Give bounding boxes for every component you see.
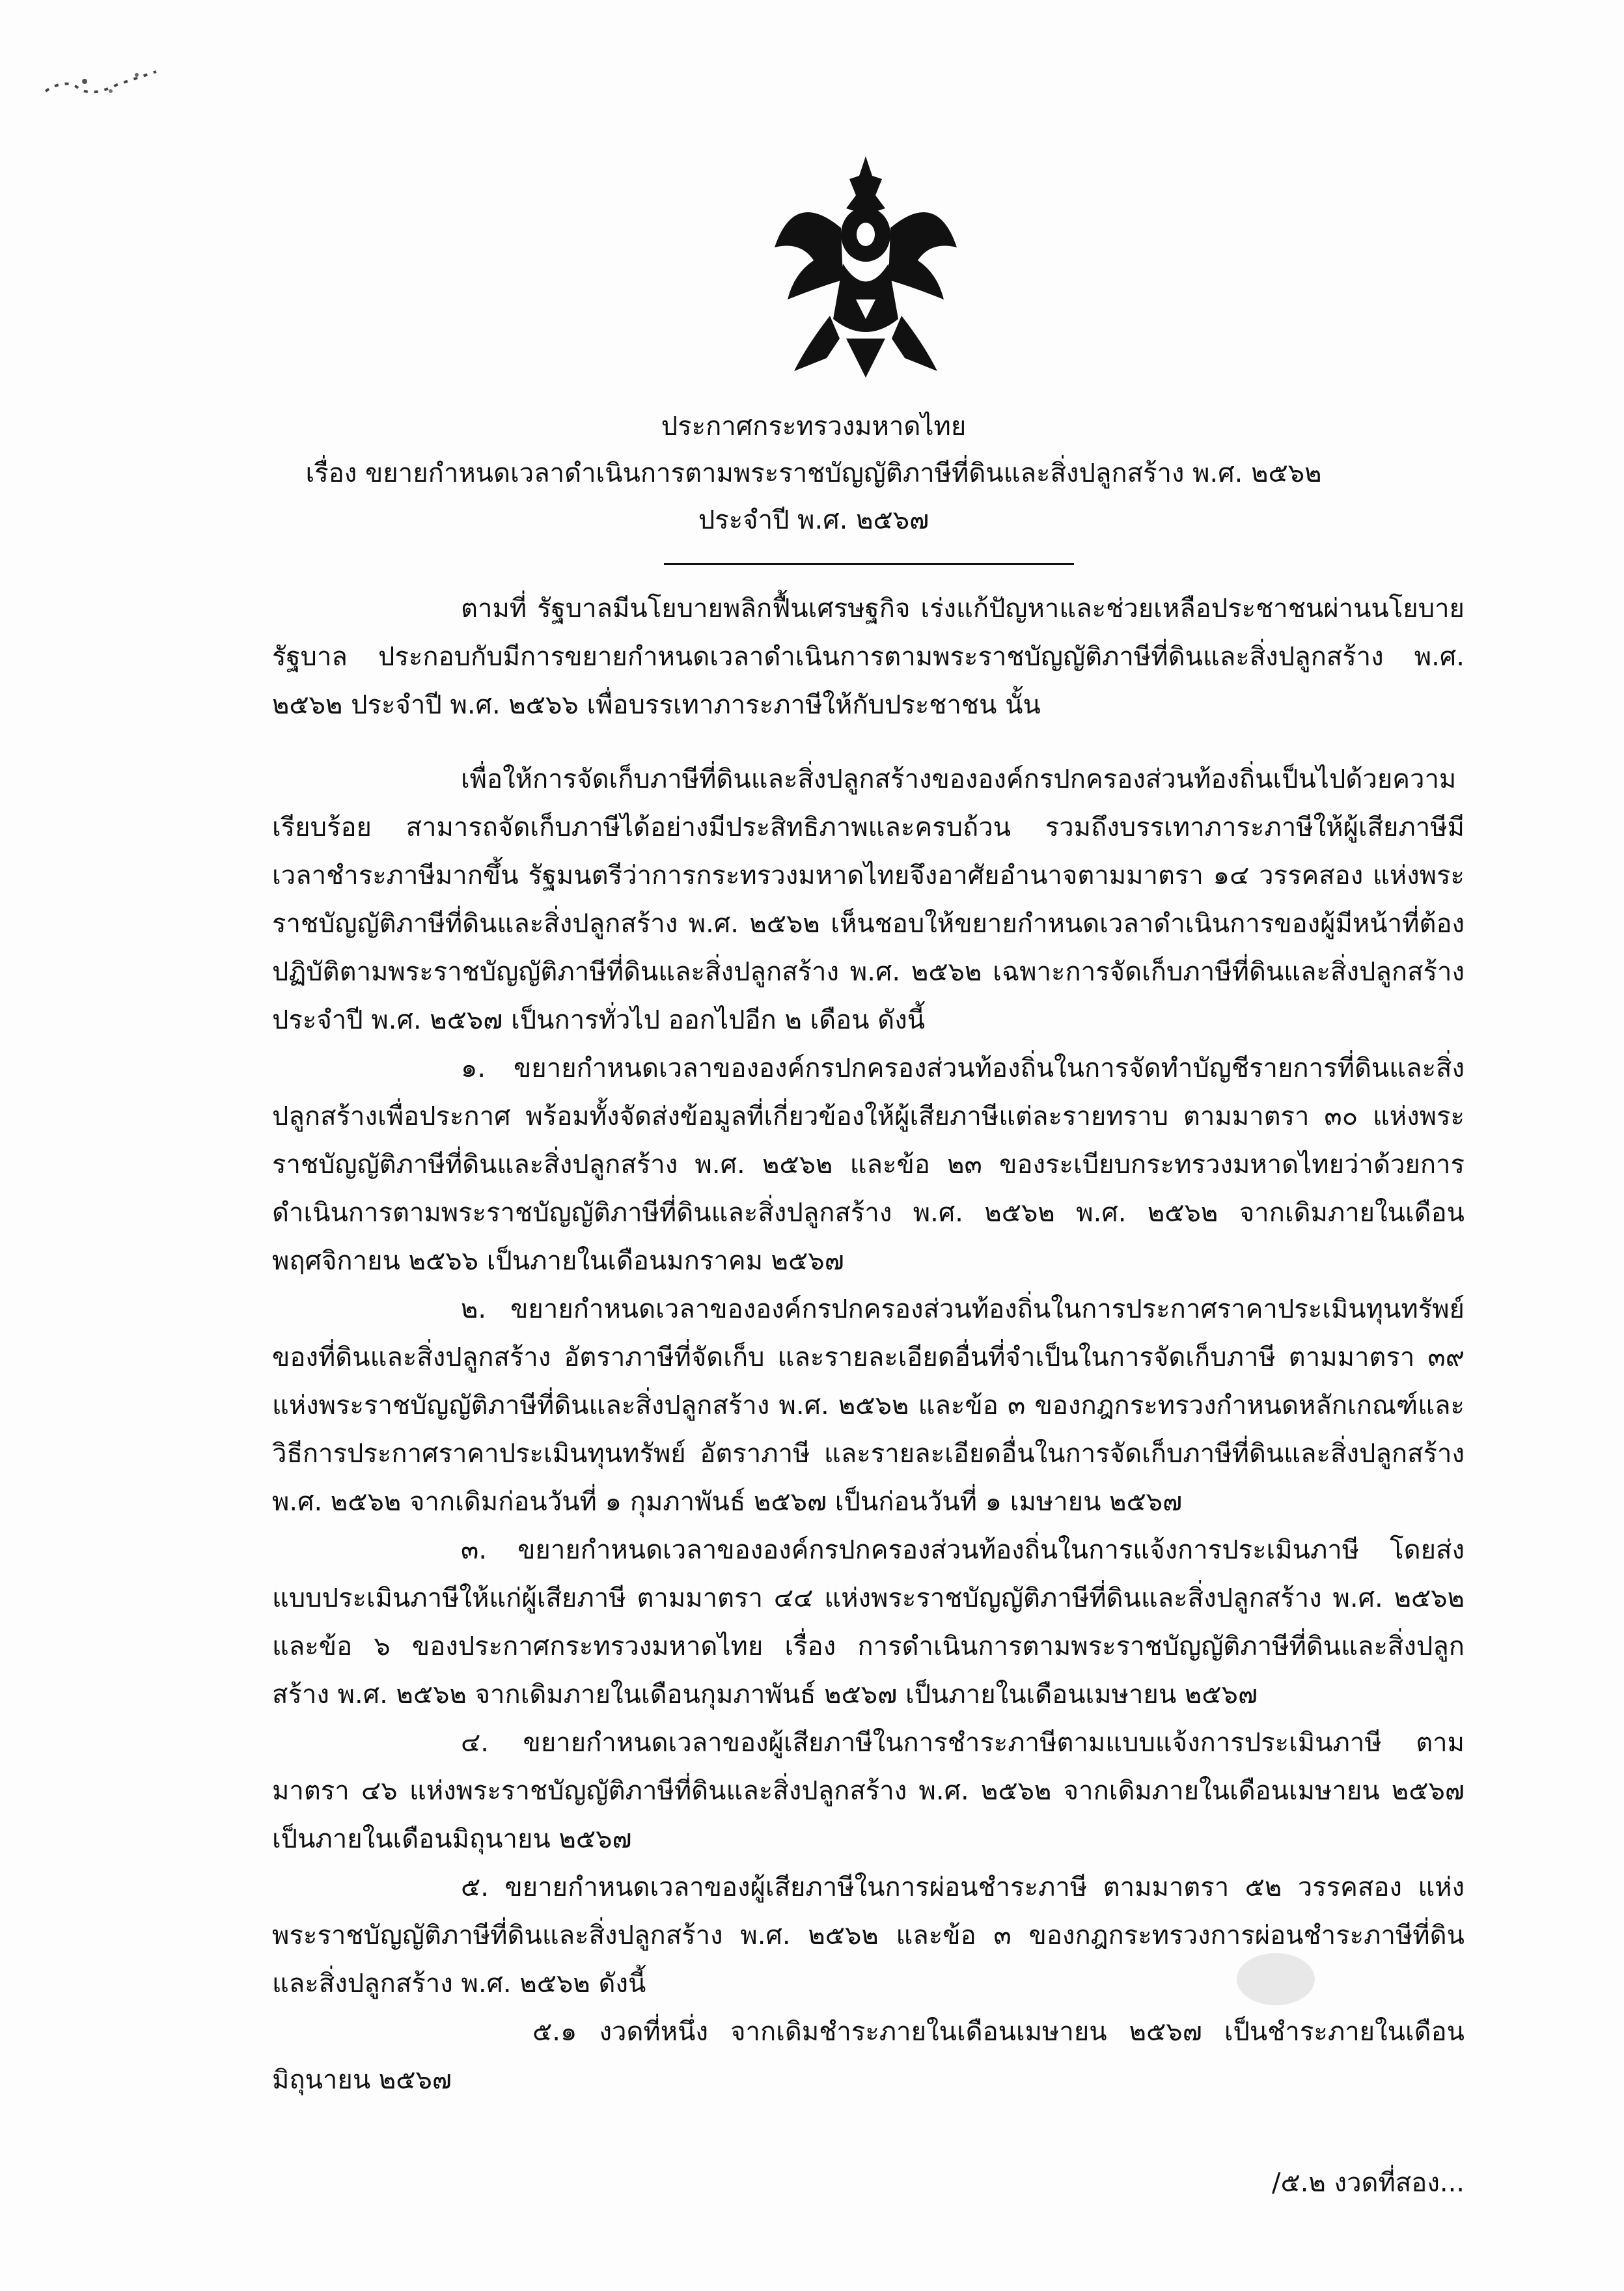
paragraph-authority: เพื่อให้การจัดเก็บภาษีที่ดินและสิ่งปลูกสร้างขององค์กรปกครองส่วนท้องถิ่นเป็นไปด้วยความเรียบร้อย สามารถจัดเก็บภาษีได้อย่างมีประสิทธิภาพและครบถ้วน รวมถึงบรรเทาภาระภาษีให้ผู้เสียภาษีมีเวลาชำระภาษีมากขึ้น รัฐมนตรีว่าการกระทรวงมหาดไทยจึงอาศัยอำนาจตามมาตรา ๑๔ วรรคสอง แห่งพระราชบัญญัติภาษีที่ดินและสิ่งปลูกสร้าง พ.ศ. ๒๕๖๒ เห็นชอบให้ขยายกำหนดเวลาดำเนินการของผู้มีหน้าที่ต้องปฏิบัติตามพระราชบัญญัติภาษีที่ดินและสิ่งปลูกสร้าง พ.ศ. ๒๕๖๒ เฉพาะการจัดเก็บภาษีที่ดินและสิ่งปลูกสร้าง ประจำปี พ.ศ. ๒๕๖๗ เป็นการทั่วไป ออกไปอีก ๒ เดือน ดังนี้ [272,764,1465,1035]
garuda-emblem-icon [768,150,963,384]
list-item-5: ๕. ขยายกำหนดเวลาของผู้เสียภาษีในการผ่อนชำระภาษี ตามมาตรา ๕๒ วรรคสอง แห่งพระราชบัญญัติภาษีที่ดินและสิ่งปลูกสร้าง พ.ศ. ๒๕๖๒ และข้อ ๓ ของกฎกระทรวงการผ่อนชำระภาษีที่ดินและสิ่งปลูกสร้าง พ.ศ. ๒๕๖๒ ดังนี้ [272,1872,1465,1999]
document-body [272,585,1465,2104]
list-item-3: ๓. ขยายกำหนดเวลาขององค์กรปกครองส่วนท้องถิ่นในการแจ้งการประเมินภาษี โดยส่งแบบประเมินภาษีให้แก่ผู้เสียภาษี ตามมาตรา ๔๔ แห่งพระราชบัญญัติภาษีที่ดินและสิ่งปลูกสร้าง พ.ศ. ๒๕๖๒ และข้อ ๖ ของประกาศกระทรวงมหาดไทย เรื่อง การดำเนินการตามพระราชบัญญัติภาษีที่ดินและสิ่งปลูกสร้าง พ.ศ. ๒๕๖๒ จากเดิมภายในเดือนกุมภาพันธ์ ๒๕๖๗ เป็นภายในเดือนเมษายน ๒๕๖๗ [272,1535,1465,1710]
page-continuation: /๕.๒ งวดที่สอง... [1272,2168,1465,2198]
announcement-year: ประจำปี พ.ศ. ๒๕๖๗ [698,505,929,535]
paragraph-preamble: ตามที่ รัฐบาลมีนโยบายพลิกฟื้นเศรษฐกิจ เร่งแก้ปัญหาและช่วยเหลือประชาชนผ่านนโยบายรัฐบาล ประกอบกับมีการขยายกำหนดเวลาดำเนินการตามพระราชบัญญัติภาษีที่ดินและสิ่งปลูกสร้าง พ.ศ. ๒๕๖๒ ประจำปี พ.ศ. ๒๕๖๖ เพื่อบรรเทาภาระภาษีให้กับประชาชน นั้น [272,594,1465,720]
title-divider [664,563,1074,565]
announcement-title: ประกาศกระทรวงมหาดไทย [661,411,967,441]
scan-artifact [39,52,169,111]
announcement-subject: เรื่อง ขยายกำหนดเวลาดำเนินการตามพระราชบัญญัติภาษีที่ดินและสิ่งปลูกสร้าง พ.ศ. ๒๕๖๒ [305,458,1322,488]
list-item-1: ๑. ขยายกำหนดเวลาขององค์กรปกครองส่วนท้องถิ่นในการจัดทำบัญชีรายการที่ดินและสิ่งปลูกสร้างเพื่อประกาศ พร้อมทั้งจัดส่งข้อมูลที่เกี่ยวข้องให้ผู้เสียภาษีแต่ละรายทราบ ตามมาตรา ๓๐ แห่งพระราชบัญญัติภาษีที่ดินและสิ่งปลูกสร้าง พ.ศ. ๒๕๖๒ และข้อ ๒๓ ของระเบียบกระทรวงมหาดไทยว่าด้วยการดำเนินการตามพระราชบัญญัติภาษีที่ดินและสิ่งปลูกสร้าง พ.ศ. ๒๕๖๒ พ.ศ. ๒๕๖๒ จากเดิมภายในเดือนพฤศจิกายน ๒๕๖๖ เป็นภายในเดือนมกราคม ๒๕๖๗ [272,1053,1465,1276]
list-item-5-1: ๕.๑ งวดที่หนึ่ง จากเดิมชำระภายในเดือนเมษายน ๒๕๖๗ เป็นชำระภายในเดือนมิถุนายน ๒๕๖๗ [272,2017,1465,2095]
list-item-2: ๒. ขยายกำหนดเวลาขององค์กรปกครองส่วนท้องถิ่นในการประกาศราคาประเมินทุนทรัพย์ของที่ดินและสิ่งปลูกสร้าง อัตราภาษีที่จัดเก็บ และรายละเอียดอื่นที่จำเป็นในการจัดเก็บภาษี ตามมาตรา ๓๙ แห่งพระราชบัญญัติภาษีที่ดินและสิ่งปลูกสร้าง พ.ศ. ๒๕๖๒ และข้อ ๓ ของกฎกระทรวงกำหนดหลักเกณฑ์และวิธีการประกาศราคาประเมินทุนทรัพย์ อัตราภาษี และรายละเอียดอื่นในการจัดเก็บภาษีที่ดินและสิ่งปลูกสร้าง พ.ศ. ๒๕๖๒ จากเดิมก่อนวันที่ ๑ กุมภาพันธ์ ๒๕๖๗ เป็นก่อนวันที่ ๑ เมษายน ๒๕๖๗ [272,1294,1465,1517]
list-item-4: ๔. ขยายกำหนดเวลาของผู้เสียภาษีในการชำระภาษีตามแบบแจ้งการประเมินภาษี ตามมาตรา ๔๖ แห่งพระราชบัญญัติภาษีที่ดินและสิ่งปลูกสร้าง พ.ศ. ๒๕๖๒ จากเดิมภายในเดือนเมษายน ๒๕๖๗ เป็นภายในเดือนมิถุนายน ๒๕๖๗ [272,1728,1465,1854]
